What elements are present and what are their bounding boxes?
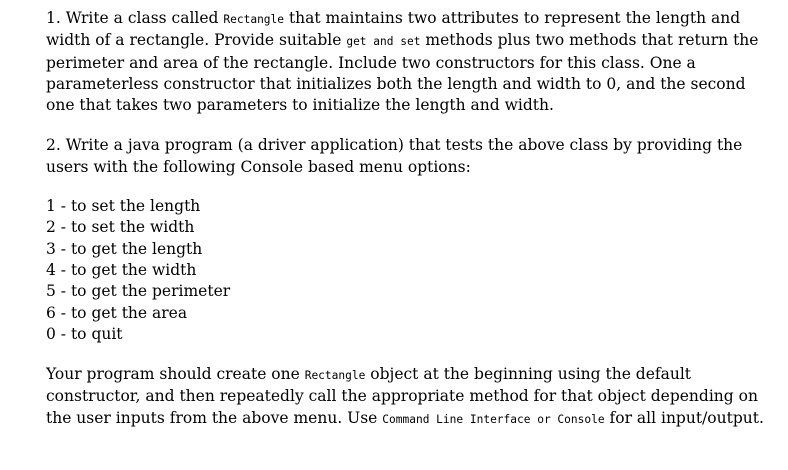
q1-text-2: that maintains two attributes to represent the length and width of a rectangle. Provide suitable <box>46 9 741 50</box>
q1-code-set: set <box>400 35 421 49</box>
q1-code-get: get <box>346 35 367 49</box>
closing-code-rectangle: Rectangle <box>304 369 366 383</box>
spacer <box>46 116 776 135</box>
q1-text-1: 1. Write a class called <box>46 9 224 27</box>
closing-text-3: for all input/output. <box>604 408 764 427</box>
q1-code-rectangle: Rectangle <box>223 13 285 26</box>
closing-text-2: object at the beginning using the default constructor, and then repeatedly call the appropriate method for that object depending on the user inputs from the above menu. Use <box>46 365 758 427</box>
question-2-intro: 2. Write a java program (a driver application) that tests the above class by providing the users with the following Console based menu options: <box>46 136 743 176</box>
assignment-document <box>46 8 776 430</box>
closing-paragraph <box>46 364 776 430</box>
menu-option-get-width: 4 - to get the width <box>46 260 197 279</box>
menu-option-quit: 0 - to quit <box>46 324 123 343</box>
menu-options-list <box>46 196 776 345</box>
menu-option-get-length: 3 - to get the length <box>46 239 203 258</box>
closing-text-1: Your program should create one <box>46 365 305 384</box>
menu-option-set-length: 1 - to set the length <box>46 197 201 216</box>
q1-text-3: methods plus two methods that return the perimeter and area of the rectangle. Include two constructors for this class. One a parameterless constructor that initializes both the length and width to 0, and the second one that takes two parameters to initialize the length and width. <box>46 31 759 115</box>
question-1-paragraph <box>46 8 776 116</box>
menu-option-get-perimeter: 5 - to get the perimeter <box>46 282 231 301</box>
menu-option-get-area: 6 - to get the area <box>46 303 188 322</box>
spacer <box>46 178 776 196</box>
closing-code-cli: Command Line Interface or Console <box>382 412 605 426</box>
menu-option-set-width: 2 - to set the width <box>46 218 195 237</box>
spacer <box>46 345 776 364</box>
q1-code-and: and <box>373 35 394 49</box>
